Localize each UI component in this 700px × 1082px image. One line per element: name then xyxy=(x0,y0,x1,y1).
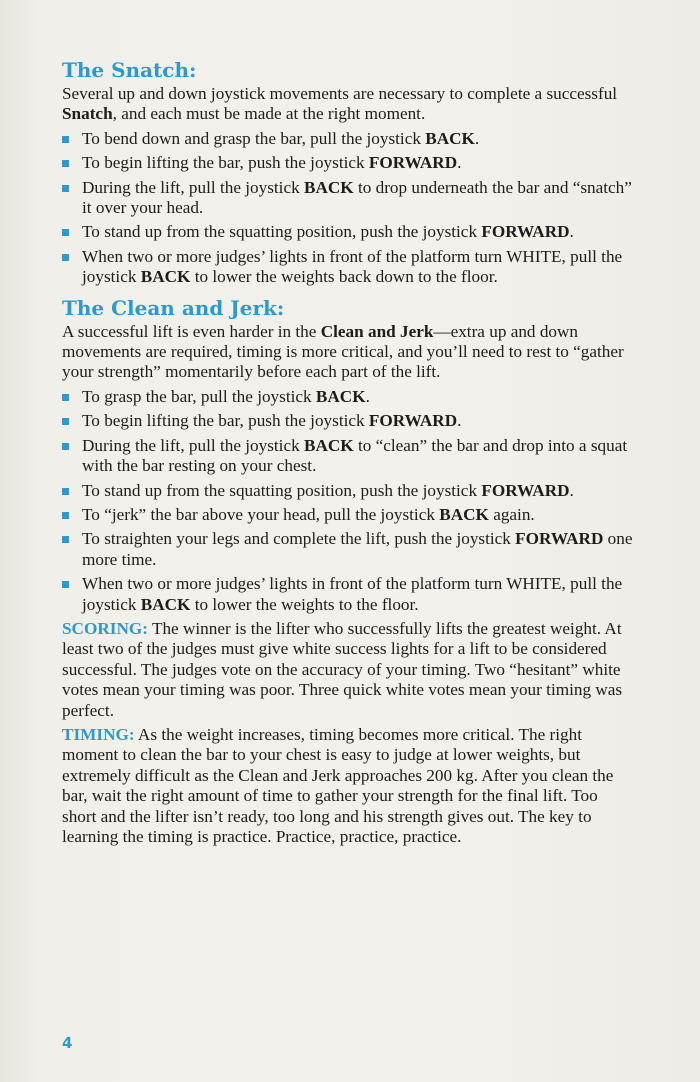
scoring-label: SCORING: xyxy=(62,618,148,638)
square-bullet-icon xyxy=(62,581,69,588)
clean-jerk-intro: A successful lift is even harder in the Clean and Jerk—extra up and down movements are required, timing is more critical, and you’ll need to rest to “gather your strength” momentarily before each part of the lift. xyxy=(62,321,624,382)
square-bullet-icon xyxy=(62,160,69,167)
clean-jerk-steps xyxy=(62,387,634,615)
snatch-heading: The Snatch: xyxy=(62,58,197,82)
square-bullet-icon xyxy=(62,443,69,450)
snatch-steps xyxy=(62,129,634,288)
timing-paragraph: TIMING: As the weight increases, timing becomes more critical. The right moment to clean the bar to your chest is easy to judge at lower weights, but extremely difficult as the Clean and Jerk approaches 200 kg. After you clean the bar, wait the right amount of time to gather your strength for the final lift. Too short and the lifter isn’t ready, too long and his strength gives out. The key to learning the timing is practice. Practice, practice, practice. xyxy=(62,724,614,846)
scoring-paragraph: SCORING: The winner is the lifter who successfully lifts the greatest weight. At least two of the judges must give white success lights for a lift to be considered successful. The judges vote on the accuracy of your timing. Two “hesitant” white votes mean your timing was poor. Three quick white votes mean your timing was perfect. xyxy=(62,618,623,720)
list-item: During the lift, pull the joystick BACK to “clean” the bar and drop into a squat with the bar resting on your chest. xyxy=(62,436,634,477)
square-bullet-icon xyxy=(62,418,69,425)
list-item: To “jerk” the bar above your head, pull the joystick BACK again. xyxy=(62,505,634,525)
list-item: When two or more judges’ lights in front of the platform turn WHITE, pull the joystick BACK to lower the weights to the floor. xyxy=(62,574,634,615)
square-bullet-icon xyxy=(62,512,69,519)
page-content xyxy=(62,58,634,851)
list-item: To begin lifting the bar, push the joystick FORWARD. xyxy=(62,153,634,173)
timing-label: TIMING: xyxy=(62,724,135,744)
square-bullet-icon xyxy=(62,488,69,495)
square-bullet-icon xyxy=(62,394,69,401)
list-item: To stand up from the squatting position, push the joystick FORWARD. xyxy=(62,222,634,242)
square-bullet-icon xyxy=(62,136,69,143)
square-bullet-icon xyxy=(62,254,69,261)
list-item: To straighten your legs and complete the lift, push the joystick FORWARD one more time. xyxy=(62,529,634,570)
list-item: To bend down and grasp the bar, pull the joystick BACK. xyxy=(62,129,634,149)
page-number: 4 xyxy=(62,1034,73,1052)
list-item: To begin lifting the bar, push the joystick FORWARD. xyxy=(62,411,634,431)
square-bullet-icon xyxy=(62,185,69,192)
square-bullet-icon xyxy=(62,229,69,236)
square-bullet-icon xyxy=(62,536,69,543)
snatch-intro: Several up and down joystick movements are necessary to complete a successful Snatch, and each must be made at the right moment. xyxy=(62,84,618,124)
list-item: To stand up from the squatting position, push the joystick FORWARD. xyxy=(62,481,634,501)
list-item: During the lift, pull the joystick BACK to drop underneath the bar and “snatch” it over your head. xyxy=(62,178,634,219)
list-item: To grasp the bar, pull the joystick BACK. xyxy=(62,387,634,407)
list-item: When two or more judges’ lights in front of the platform turn WHITE, pull the joystick BACK to lower the weights back down to the floor. xyxy=(62,247,634,288)
clean-jerk-heading: The Clean and Jerk: xyxy=(62,295,285,320)
